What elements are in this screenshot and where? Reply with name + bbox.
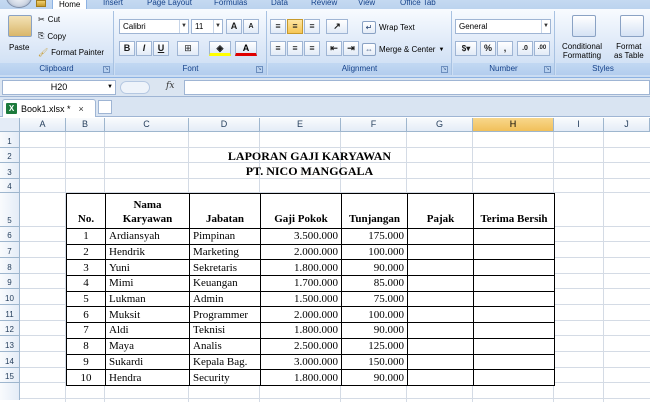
salary-table <box>66 193 555 386</box>
alignment-group <box>268 11 452 75</box>
document-tab-bar <box>0 97 650 117</box>
chevron-down-icon: ▼ <box>438 46 445 53</box>
cell-gaji-pokok[interactable]: 1.800.000 <box>261 370 342 386</box>
cell-gaji-pokok[interactable]: 1.500.000 <box>261 291 342 307</box>
table-row <box>67 323 555 339</box>
format-as-table-button[interactable] <box>614 42 644 60</box>
row-header[interactable]: 13 <box>0 336 20 352</box>
format-as-table-icon[interactable] <box>620 15 644 37</box>
name-box-value: H20 <box>50 82 68 92</box>
row-header[interactable]: 12 <box>0 321 20 336</box>
cell-tunjangan[interactable]: 75.000 <box>342 291 408 307</box>
fill-color-icon[interactable]: ◈ <box>209 41 231 56</box>
cell-terima-bersih[interactable] <box>474 229 555 245</box>
tab-page-layout[interactable]: Page Layout <box>147 0 192 7</box>
cell-gaji-pokok[interactable]: 3.000.000 <box>261 354 342 370</box>
column-header-c[interactable]: C <box>105 118 189 132</box>
cell-pajak[interactable] <box>408 244 474 260</box>
document-tab[interactable] <box>2 99 96 117</box>
cell-no[interactable]: 2 <box>67 244 106 260</box>
table-row <box>67 260 555 276</box>
font-group <box>115 11 267 75</box>
grow-font-button[interactable]: A <box>226 19 242 34</box>
paste-icon[interactable] <box>8 15 32 37</box>
column-header-d[interactable]: D <box>189 118 260 132</box>
cell-pajak[interactable] <box>408 338 474 354</box>
header-jabatan[interactable]: Jabatan <box>190 194 261 229</box>
align-top-icon[interactable]: ≡ <box>270 19 286 34</box>
table-row <box>67 370 555 386</box>
table-line1: Format <box>616 42 642 51</box>
table-row <box>67 354 555 370</box>
cell-terima-bersih[interactable] <box>474 276 555 292</box>
cell-pajak[interactable] <box>408 354 474 370</box>
table-row <box>67 276 555 292</box>
font-name-value: Calibri <box>123 22 146 31</box>
decrease-indent-icon[interactable]: ⇤ <box>326 41 342 56</box>
chevron-down-icon: ▼ <box>107 84 113 90</box>
cell-tunjangan[interactable]: 90.000 <box>342 260 408 276</box>
clipboard-launcher-icon[interactable]: ↘ <box>104 66 109 72</box>
table-header-row <box>67 194 555 229</box>
conditional-line1: Conditional <box>562 42 603 51</box>
align-left-icon[interactable]: ≡ <box>270 41 286 56</box>
wrap-text-label: Wrap Text <box>379 23 415 32</box>
formula-input[interactable] <box>184 80 650 95</box>
wrap-text-button[interactable] <box>362 21 415 34</box>
formula-bar <box>0 78 650 97</box>
row-header[interactable] <box>0 383 20 400</box>
row-header[interactable]: 3 <box>0 163 20 179</box>
office-button[interactable] <box>6 0 32 8</box>
chevron-down-icon: ▼ <box>179 20 188 33</box>
cell-no[interactable]: 1 <box>67 229 106 245</box>
cell-no[interactable]: 7 <box>67 323 106 339</box>
column-header-i[interactable]: I <box>554 118 604 132</box>
scissors-icon: ✂ <box>38 15 45 24</box>
cell-pajak[interactable] <box>408 307 474 323</box>
cell-nama[interactable]: Maya <box>106 338 190 354</box>
header-nama-karyawan[interactable]: Nama Karyawan <box>106 194 190 229</box>
cell-pajak[interactable] <box>408 229 474 245</box>
header-gaji-pokok[interactable]: Gaji Pokok <box>261 194 342 229</box>
cell-jabatan[interactable]: Analis <box>190 338 261 354</box>
clipboard-group <box>0 11 114 75</box>
format-painter-label: Format Painter <box>51 48 105 57</box>
tab-review[interactable]: Review <box>311 0 338 7</box>
cell-tunjangan[interactable]: 150.000 <box>342 354 408 370</box>
align-middle-icon[interactable]: ≡ <box>287 19 303 34</box>
cell-gaji-pokok[interactable]: 1.800.000 <box>261 323 342 339</box>
clipboard-label: Clipboard <box>0 63 113 75</box>
cell-tunjangan[interactable]: 85.000 <box>342 276 408 292</box>
cell-nama[interactable]: Yuni <box>106 260 190 276</box>
font-label: Font <box>115 63 266 75</box>
copy-icon: ⎘ <box>38 31 45 40</box>
cell-terima-bersih[interactable] <box>474 260 555 276</box>
cell-terima-bersih[interactable] <box>474 338 555 354</box>
header-tunjangan[interactable]: Tunjangan <box>342 194 408 229</box>
copy-label: Copy <box>47 31 67 41</box>
align-right-icon[interactable]: ≡ <box>304 41 320 56</box>
cell-terima-bersih[interactable] <box>474 291 555 307</box>
decrease-decimal-button[interactable]: .00 <box>534 41 550 56</box>
report-title[interactable]: LAPORAN GAJI KARYAWAN <box>227 149 392 163</box>
font-size-value: 11 <box>195 22 204 31</box>
ribbon <box>0 9 650 78</box>
brush-icon: 🖌 <box>38 48 49 57</box>
cell-nama[interactable]: Mimi <box>106 276 190 292</box>
cell-tunjangan[interactable]: 90.000 <box>342 370 408 386</box>
font-color-button[interactable]: A <box>235 41 257 56</box>
quick-access-icon[interactable] <box>36 0 46 7</box>
number-label: Number <box>453 63 554 75</box>
cell-terima-bersih[interactable] <box>474 323 555 339</box>
conditional-formatting-icon[interactable] <box>572 15 596 37</box>
row-header[interactable]: 15 <box>0 368 20 383</box>
merge-center-label: Merge & Center <box>379 45 436 54</box>
number-format-value: General <box>459 22 488 31</box>
column-header-j[interactable]: J <box>604 118 650 132</box>
increase-indent-icon[interactable]: ⇥ <box>343 41 359 56</box>
currency-icon[interactable]: $▾ <box>455 41 477 56</box>
cell-pajak[interactable] <box>408 291 474 307</box>
gridline <box>603 132 604 402</box>
spreadsheet-grid[interactable] <box>0 118 650 400</box>
cell-nama[interactable]: Muksit <box>106 307 190 323</box>
column-header-f[interactable]: F <box>341 118 407 132</box>
cell-terima-bersih[interactable] <box>474 370 555 386</box>
number-group <box>453 11 555 75</box>
cell-gaji-pokok[interactable]: 2.000.000 <box>261 307 342 323</box>
row-header[interactable]: 2 <box>0 148 20 163</box>
increase-decimal-button[interactable]: .0 <box>517 41 533 56</box>
cut-button[interactable] <box>38 15 60 24</box>
cell-jabatan[interactable]: Programmer <box>190 307 261 323</box>
cell-nama[interactable]: Sukardi <box>106 354 190 370</box>
cell-gaji-pokok[interactable]: 1.800.000 <box>261 260 342 276</box>
cell-tunjangan[interactable]: 90.000 <box>342 323 408 339</box>
row-header[interactable]: 14 <box>0 352 20 368</box>
table-row <box>67 244 555 260</box>
cell-jabatan[interactable]: Admin <box>190 291 261 307</box>
cell-tunjangan[interactable]: 100.000 <box>342 307 408 323</box>
cell-tunjangan[interactable]: 125.000 <box>342 338 408 354</box>
cell-no[interactable]: 10 <box>67 370 106 386</box>
bold-button[interactable]: B <box>119 41 135 56</box>
row-header[interactable]: 5 <box>0 193 20 227</box>
table-line2: as Table <box>614 51 644 60</box>
cell-gaji-pokok[interactable]: 2.000.000 <box>261 244 342 260</box>
tab-insert[interactable]: Insert <box>103 0 124 7</box>
table-row <box>67 229 555 245</box>
report-subtitle[interactable]: PT. NICO MANGGALA <box>245 164 374 178</box>
wrap-text-icon: ↵ <box>362 21 376 34</box>
header-no[interactable]: No. <box>67 194 106 229</box>
column-header-a[interactable]: A <box>20 118 66 132</box>
conditional-line2: Formatting <box>562 51 602 60</box>
cut-label: Cut <box>47 15 61 24</box>
row-header[interactable]: 4 <box>0 179 20 193</box>
cell-tunjangan[interactable]: 100.000 <box>342 244 408 260</box>
alignment-label: Alignment <box>268 63 451 75</box>
copy-button[interactable] <box>38 31 66 41</box>
conditional-formatting-button[interactable] <box>562 42 602 60</box>
cell-gaji-pokok[interactable]: 3.500.000 <box>261 229 342 245</box>
column-header-g[interactable]: G <box>407 118 473 132</box>
tab-office-tab[interactable]: Office Tab <box>400 0 436 7</box>
cell-no[interactable]: 3 <box>67 260 106 276</box>
format-painter-button[interactable] <box>38 48 104 57</box>
font-size-select[interactable] <box>191 19 223 34</box>
cell-pajak[interactable] <box>408 323 474 339</box>
cell-jabatan[interactable]: Keuangan <box>190 276 261 292</box>
cell-jabatan[interactable]: Pimpinan <box>190 229 261 245</box>
row-header[interactable]: 6 <box>0 227 20 242</box>
cell-no[interactable]: 5 <box>67 291 106 307</box>
cell-no[interactable]: 6 <box>67 307 106 323</box>
chevron-down-icon: ▼ <box>541 20 550 33</box>
cell-jabatan[interactable]: Kepala Bag. <box>190 354 261 370</box>
percent-button[interactable]: % <box>480 41 496 56</box>
cell-pajak[interactable] <box>408 370 474 386</box>
cell-pajak[interactable] <box>408 276 474 292</box>
cell-jabatan[interactable]: Sekretaris <box>190 260 261 276</box>
column-header-e[interactable]: E <box>260 118 341 132</box>
gridline <box>20 398 650 399</box>
column-header-b[interactable]: B <box>66 118 105 132</box>
cell-terima-bersih[interactable] <box>474 244 555 260</box>
cell-gaji-pokok[interactable]: 2.500.000 <box>261 338 342 354</box>
cell-terima-bersih[interactable] <box>474 354 555 370</box>
insert-function-button[interactable]: fx <box>166 81 175 91</box>
styles-group <box>556 11 650 75</box>
cell-pajak[interactable] <box>408 260 474 276</box>
merge-center-button[interactable] <box>362 43 444 56</box>
cell-nama[interactable]: Aldi <box>106 323 190 339</box>
cell-nama[interactable]: Hendrik <box>106 244 190 260</box>
close-icon[interactable]: × <box>78 103 84 114</box>
align-center-icon[interactable]: ≡ <box>287 41 303 56</box>
column-header-h[interactable]: H <box>473 118 554 132</box>
cell-jabatan[interactable]: Teknisi <box>190 323 261 339</box>
number-format-select[interactable] <box>455 19 551 34</box>
row-header[interactable]: 9 <box>0 274 20 289</box>
table-row <box>67 291 555 307</box>
row-header[interactable]: 7 <box>0 242 20 258</box>
tab-home[interactable]: Home <box>52 0 87 9</box>
chevron-down-icon: ▼ <box>213 20 222 33</box>
cell-no[interactable]: 9 <box>67 354 106 370</box>
excel-file-icon: X <box>6 103 17 114</box>
cell-no[interactable]: 4 <box>67 276 106 292</box>
table-row <box>67 307 555 323</box>
cell-no[interactable]: 8 <box>67 338 106 354</box>
select-all-corner[interactable] <box>0 118 20 132</box>
formula-bar-handle[interactable] <box>120 81 150 94</box>
number-launcher-icon[interactable]: ↘ <box>545 66 550 72</box>
orientation-icon[interactable]: ↗ <box>326 19 348 34</box>
gridline <box>20 147 650 148</box>
font-name-select[interactable] <box>119 19 189 34</box>
tab-formulas[interactable]: Formulas <box>214 0 248 7</box>
align-bottom-icon[interactable]: ≡ <box>304 19 320 34</box>
merge-icon: ⇔ <box>362 43 376 56</box>
shrink-font-button[interactable]: A <box>243 19 259 34</box>
row-header[interactable]: 8 <box>0 258 20 274</box>
table-row <box>67 338 555 354</box>
new-document-tab-button[interactable] <box>98 100 112 114</box>
cell-jabatan[interactable]: Security <box>190 370 261 386</box>
cell-nama[interactable]: Ardiansyah <box>106 229 190 245</box>
row-header[interactable]: 1 <box>0 132 20 148</box>
paste-button[interactable]: Paste <box>9 43 30 52</box>
document-tab-label: Book1.xlsx * <box>21 103 71 114</box>
cell-terima-bersih[interactable] <box>474 307 555 323</box>
italic-button[interactable]: I <box>136 41 152 56</box>
alignment-launcher-icon[interactable]: ↘ <box>442 66 447 72</box>
tab-data[interactable]: Data <box>271 0 288 7</box>
row-header[interactable]: 10 <box>0 289 20 305</box>
borders-icon[interactable]: ⊞ <box>177 41 199 56</box>
ribbon-tab-bar <box>0 0 650 9</box>
cell-jabatan[interactable]: Marketing <box>190 244 261 260</box>
comma-button[interactable]: , <box>497 41 513 56</box>
header-terima-bersih[interactable]: Terima Bersih <box>474 194 555 229</box>
row-header[interactable]: 11 <box>0 305 20 321</box>
tab-view[interactable]: View <box>358 0 376 7</box>
cell-nama[interactable]: Hendra <box>106 370 190 386</box>
cell-nama[interactable]: Lukman <box>106 291 190 307</box>
cell-gaji-pokok[interactable]: 1.700.000 <box>261 276 342 292</box>
cell-tunjangan[interactable]: 175.000 <box>342 229 408 245</box>
styles-label: Styles <box>556 63 650 75</box>
underline-button[interactable]: U <box>153 41 169 56</box>
font-launcher-icon[interactable]: ↘ <box>257 66 262 72</box>
header-pajak[interactable]: Pajak <box>408 194 474 229</box>
name-box[interactable] <box>2 80 116 95</box>
